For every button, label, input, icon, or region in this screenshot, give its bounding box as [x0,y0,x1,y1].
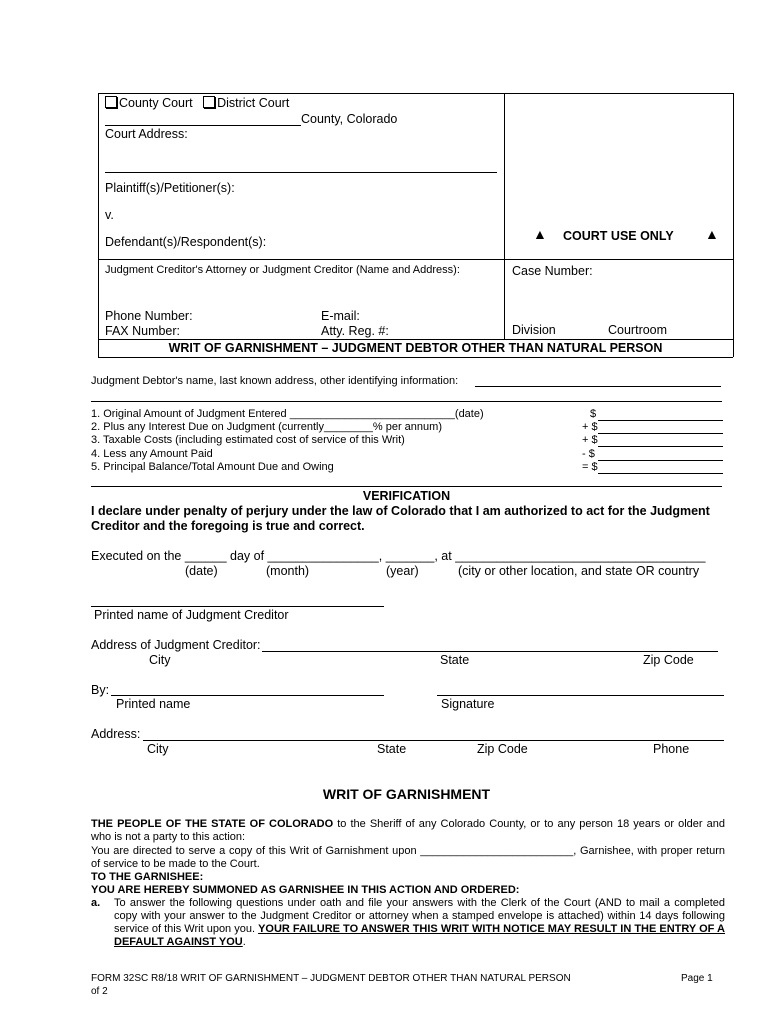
item-a-warning: YOUR FAILURE TO ANSWER THIS WRIT WITH NOTICE MAY RESULT IN THE ENTRY OF A DEFAULT AGAINST YOU [114,923,725,948]
address-creditor-label: Address of Judgment Creditor: [91,638,261,652]
footer-form-id: FORM 32SC R8/18 WRIT OF GARNISHMENT – JUDGMENT DEBTOR OTHER THAN NATURAL PERSON [91,973,571,984]
item-a-end: . [242,936,246,948]
county-court-checkbox[interactable] [105,96,117,108]
city-caption: City [149,653,171,667]
people-paragraph [91,818,725,844]
district-court-label: District Court [217,96,290,110]
zip-caption: Zip Code [477,742,528,756]
verification-statement: I declare under penalty of perjury under the law of Colorado that I am authorized to act for the Judgment [91,504,710,518]
amount-blank[interactable] [598,420,723,421]
amount-row-sign: + $ [582,434,598,446]
amount-row-label: 2. Plus any Interest Due on Judgment (currently________% per annum) [91,421,442,433]
court-use-only-label: COURT USE ONLY [563,229,674,243]
printed-name-caption: Printed name [116,697,191,711]
amount-row-label: 3. Taxable Costs (including estimated cost of service of this Writ) [91,434,405,446]
case-number-label: Case Number: [512,264,593,278]
phone-label: Phone Number: [105,309,193,323]
address-line[interactable] [143,740,724,741]
form-title: WRIT OF GARNISHMENT – JUDGMENT DEBTOR OTHER THAN NATURAL PERSON [168,341,663,355]
county-colorado-label: County, Colorado [301,112,398,126]
amount-row-sign: = $ [582,461,598,473]
month-caption: (month) [266,564,310,578]
address-label: Address: [91,727,141,741]
courtroom-label: Courtroom [608,323,668,337]
verification-statement: Creditor and the foregoing is true and correct. [91,519,365,533]
district-court-checkbox[interactable] [203,96,215,108]
people-text: to the Sheriff of any Colorado County, or to any person 18 years or older and who is not a party to this action: [91,818,725,843]
date-caption: (date) [185,564,218,578]
amount-blank[interactable] [598,473,723,474]
state-caption: State [440,653,470,667]
people-bold-text: THE PEOPLE OF THE STATE OF COLORADO [91,818,334,830]
amount-row-label: 5. Principal Balance/Total Amount Due and Owing [91,461,334,473]
county-court-label: County Court [119,96,193,110]
state-caption: State [377,742,407,756]
division-label: Division [512,323,556,337]
triangle-up-icon: ▲ [533,226,547,242]
court-type-options [105,96,289,110]
by-printed-name-line[interactable] [111,695,384,696]
atty-reg-label: Atty. Reg. #: [321,324,389,338]
email-label: E-mail: [321,309,360,323]
summoned-label: YOU ARE HEREBY SUMMONED AS GARNISHEE IN THIS ACTION AND ORDERED: [91,884,520,896]
writ-heading: WRIT OF GARNISHMENT [322,786,491,802]
debtor-info-line[interactable] [475,386,721,387]
attorney-label: Judgment Creditor's Attorney or Judgment Creditor (Name and Address): [105,264,460,276]
defendant-label: Defendant(s)/Respondent(s): [105,235,267,249]
amount-blank[interactable] [598,460,723,461]
signature-caption: Signature [441,697,495,711]
amount-row-label: 1. Original Amount of Judgment Entered ___________________________(date) [91,408,484,420]
location-caption: (city or other location, and state OR country [458,564,700,578]
directed-paragraph: You are directed to serve a copy of this Writ of Garnishment upon _________________________, Garnishee, with proper return of service to be made to the Court. [91,845,725,870]
item-a-text: To answer the following questions under oath and file your answers with the Clerk of the Court (AND to mail a completed copy with your answer to the Judgment Creditor or attorney when a stamped envelope is attached) within 14 days following service of this Writ upon you. [114,897,725,935]
footer-page-total: of 2 [91,986,108,997]
to-garnishee-label: TO THE GARNISHEE: [91,871,204,883]
signature-line[interactable] [437,695,724,696]
debtor-info-label: Judgment Debtor's name, last known address, other identifying information: [91,375,459,387]
by-label: By: [91,683,110,697]
court-address-line[interactable] [105,172,497,173]
city-caption: City [147,742,169,756]
amount-row-sign: $ [590,408,597,420]
fax-label: FAX Number: [105,324,181,338]
year-caption: (year) [386,564,419,578]
printed-name-creditor-label: Printed name of Judgment Creditor [94,608,289,622]
amount-blank[interactable] [598,446,723,447]
footer-page: Page 1 [681,973,713,984]
county-blank[interactable] [105,125,301,126]
versus-label: v. [105,208,114,222]
amount-row-label: 4. Less any Amount Paid [91,448,213,460]
address-creditor-line[interactable] [262,651,718,652]
phone-caption: Phone [653,742,690,756]
amount-blank[interactable] [598,433,723,434]
plaintiff-label: Plaintiff(s)/Petitioner(s): [105,181,235,195]
amount-row-sign: + $ [582,421,598,433]
item-a-paragraph [114,897,725,949]
item-a-letter: a. [91,897,101,909]
zip-caption: Zip Code [643,653,694,667]
creditor-name-line[interactable] [91,606,384,607]
verification-heading: VERIFICATION [362,489,451,503]
debtor-info-line-2[interactable] [91,401,722,402]
amount-row-sign: - $ [582,448,595,460]
executed-line[interactable]: Executed on the ______ day of ________________, _______, at ____________________________________ [91,549,706,563]
court-address-label: Court Address: [105,127,188,141]
divider [91,486,722,487]
triangle-up-icon: ▲ [705,226,719,242]
